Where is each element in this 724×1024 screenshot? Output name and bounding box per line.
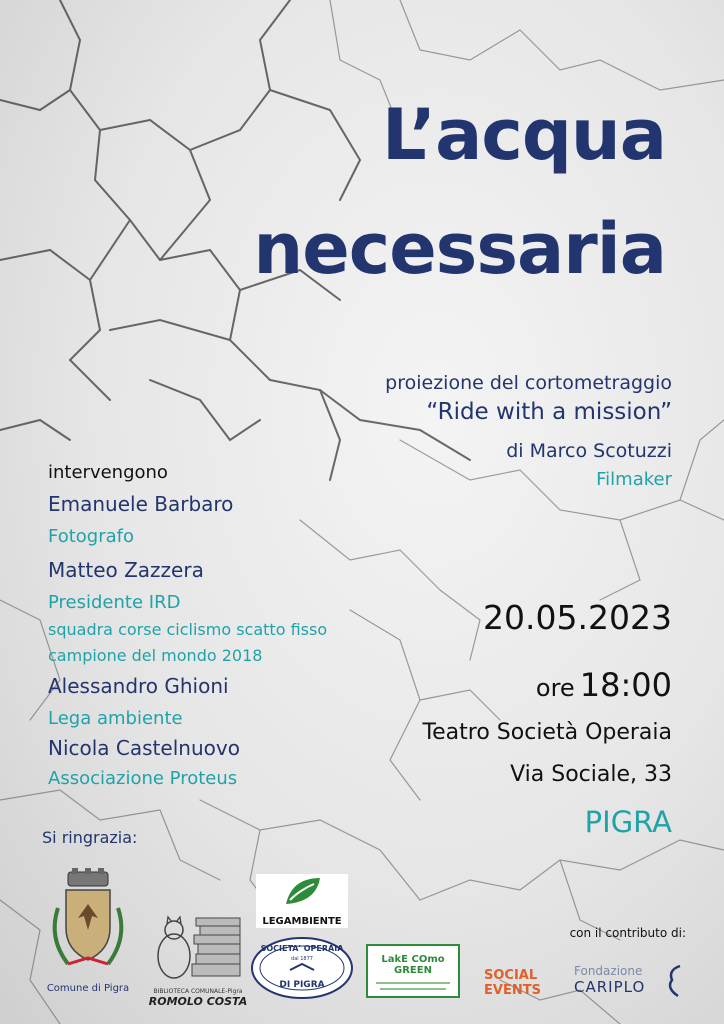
speaker-role: Presidente IRD bbox=[48, 592, 181, 613]
speaker-role: campione del mondo 2018 bbox=[48, 646, 263, 665]
lake-como-green-logo bbox=[366, 944, 460, 998]
film-author: di Marco Scotuzzi bbox=[506, 440, 672, 462]
event-time: 18:00 bbox=[579, 666, 672, 704]
lakecomo-label: LakE COmo GREEN bbox=[381, 954, 445, 976]
event-town: PIGRA bbox=[584, 805, 672, 839]
event-address: Via Sociale, 33 bbox=[510, 762, 672, 787]
speaker-role: Fotografo bbox=[48, 526, 135, 547]
events-label: EVENTS bbox=[484, 983, 541, 998]
coat-of-arms-icon bbox=[38, 868, 138, 973]
books-cat-icon bbox=[146, 912, 250, 984]
thanks-label: Si ringrazia: bbox=[42, 828, 138, 847]
film-intro: proiezione del cortometraggio bbox=[385, 372, 672, 394]
speaker-name: Matteo Zazzera bbox=[48, 558, 204, 582]
social-label: SOCIAL bbox=[484, 968, 538, 983]
societa-operaia-logo bbox=[250, 936, 354, 1000]
event-venue: Teatro Società Operaia bbox=[422, 720, 672, 745]
comune-label: Comune di Pigra bbox=[46, 983, 130, 994]
event-date: 20.05.2023 bbox=[483, 598, 672, 637]
legambiente-label: LEGAMBIENTE bbox=[262, 916, 342, 927]
biblioteca-top-label: BIBLIOTECA COMUNALE-Pigra bbox=[153, 988, 243, 995]
speakers-heading: intervengono bbox=[48, 462, 168, 483]
speaker-role: Lega ambiente bbox=[48, 708, 183, 729]
comune-pigra-logo bbox=[38, 868, 138, 994]
biblioteca-name-label: ROMOLO COSTA bbox=[148, 995, 248, 1008]
cariplo-fondazione-label: Fondazione bbox=[574, 964, 643, 978]
event-time-line bbox=[536, 666, 672, 704]
speaker-role: squadra corse ciclismo scatto fisso bbox=[48, 620, 328, 639]
film-name: “Ride with a mission” bbox=[426, 399, 672, 425]
biblioteca-logo bbox=[146, 912, 250, 1012]
societa-bottom-label: DI PIGRA bbox=[279, 980, 325, 990]
title-line-1: L’acqua bbox=[381, 94, 666, 176]
speaker-name: Emanuele Barbaro bbox=[48, 492, 234, 516]
speaker-name: Alessandro Ghioni bbox=[48, 674, 229, 698]
social-events-logo bbox=[484, 968, 558, 1002]
speaker-role: Associazione Proteus bbox=[48, 768, 238, 789]
event-time-prefix: ore bbox=[535, 674, 575, 702]
societa-top-label: SOCIETA' OPERAIA bbox=[260, 944, 344, 953]
societa-year-label: dal 1877 bbox=[291, 956, 313, 962]
film-role: Filmaker bbox=[596, 469, 672, 490]
legambiente-logo bbox=[256, 874, 348, 928]
speaker-name: Nicola Castelnuovo bbox=[48, 736, 240, 760]
leaf-icon bbox=[256, 874, 348, 912]
title-line-2: necessaria bbox=[253, 208, 666, 290]
fondazione-cariplo-logo bbox=[574, 962, 686, 1002]
contribution-label: con il contributo di: bbox=[569, 926, 686, 940]
cariplo-name-label: CARIPLO bbox=[574, 978, 646, 996]
cariplo-mark-icon bbox=[664, 962, 686, 1000]
